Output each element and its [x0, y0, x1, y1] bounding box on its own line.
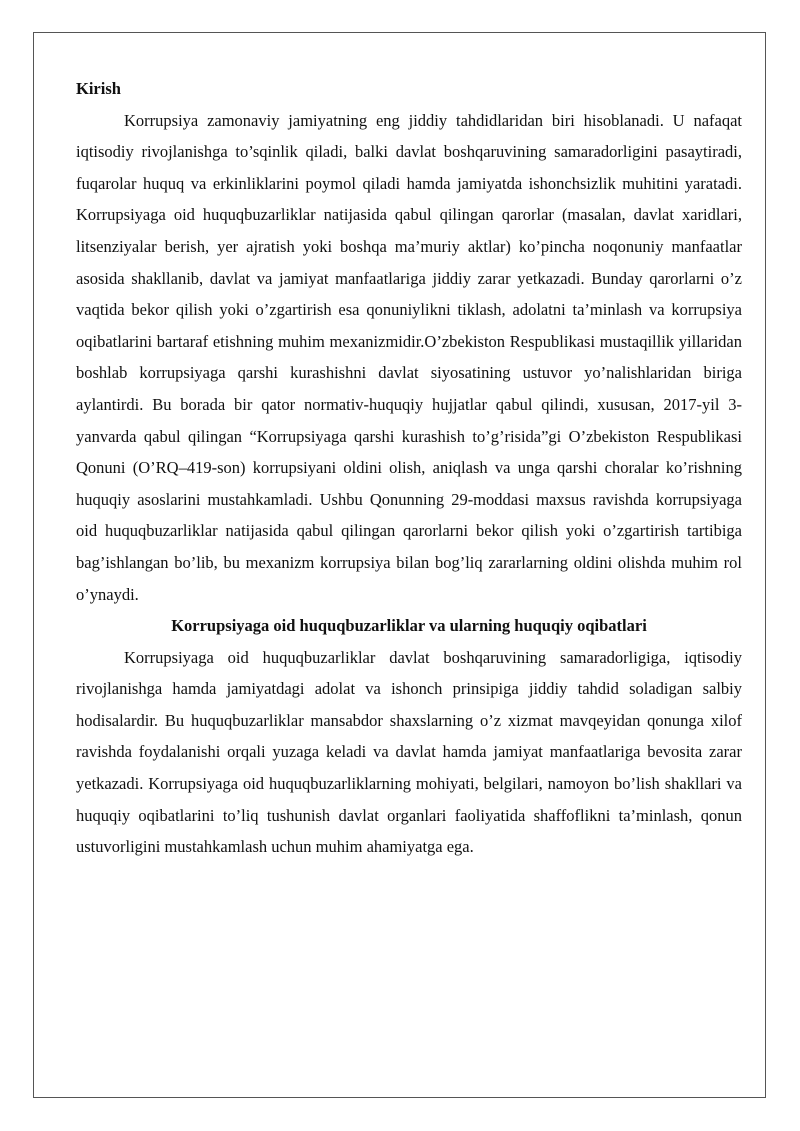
intro-heading: Kirish: [76, 79, 121, 98]
document-body: [76, 73, 742, 863]
paragraph-section: Korrupsiyaga oid huquqbuzarliklar davlat boshqaruvining samaradorligiga, iqtisodiy rivojlanishga hamda jamiyatdagi adolat va ishonch prinsipiga jiddiy tahdid soladigan salbiy hodisalardir. Bu huquqbuzarliklar mansabdor shaxslarning o’z xizmat mavqeyidan qonunga xilof ravishda foydalanishi orqali yuzaga keladi va davlat hamda jamiyat manfaatlariga bevosita zarar yetkazadi. Korrupsiyaga oid huquqbuzarliklarning mohiyati, belgilari, namoyon bo’lish shakllari va huquqiy oqibatlarini to’liq tushunish davlat organlari faoliyatida shaffoflikni ta’minlash, qonun ustuvorligini mustahkamlash uchun muhim ahamiyatga ega.: [76, 647, 742, 857]
paragraph-intro: Korrupsiya zamonaviy jamiyatning eng jiddiy tahdidlaridan biri hisoblanadi. U nafaqat iqtisodiy rivojlanishga to’sqinlik qiladi, balki davlat boshqaruvining samaradorligini pasaytiradi, fuqarolar huquq va erkinliklarini poymol qiladi hamda jamiyatda ishonchsizlik muhitini yaratadi. Korrupsiyaga oid huquqbuzarliklar natijasida qabul qilingan qarorlar (masalan, davlat xaridlari, litsenziyalar berish, yer ajratish yoki boshqa ma’muriy aktlar) ko’pincha noqonuniy manfaatlar asosida shakllanib, davlat va jamiyat manfaatlariga jiddiy zarar yetkazadi. Bunday qarorlarni o’z vaqtida bekor qilish yoki o’zgartirish esa qonuniylikni tiklash, adolatni ta’minlash va korrupsiya oqibatlarini bartaraf etishning muhim mexanizmidir.O’zbekiston Respublikasi mustaqillik yillaridan boshlab korrupsiyaga qarshi kurashishni davlat siyosatining ustuvor yo’nalishlaridan biriga aylantirdi. Bu borada bir qator normativ-huquqiy hujjatlar qabul qilindi, xususan, 2017-yil 3-yanvarda qabul qilingan “Korrupsiyaga qarshi kurashish to’g’risida”gi O’zbekiston Respublikasi Qonuni (O’RQ–419-son) korrupsiyani oldini olish, aniqlash va unga qarshi choralar ko’rishning huquqiy asoslarini mustahkamladi. Ushbu Qonunning 29-moddasi maxsus ravishda korrupsiyaga oid huquqbuzarliklar natijasida qabul qilingan qarorlarni bekor qilish yoki o’zgartirish tartibiga bag’ishlangan bo’lib, bu mexanizm korrupsiya bilan bog’liq zararlarning oldini olishda muhim rol o’ynaydi.: [76, 110, 742, 604]
section-heading: Korrupsiyaga oid huquqbuzarliklar va ularning huquqiy oqibatlari: [171, 616, 647, 636]
